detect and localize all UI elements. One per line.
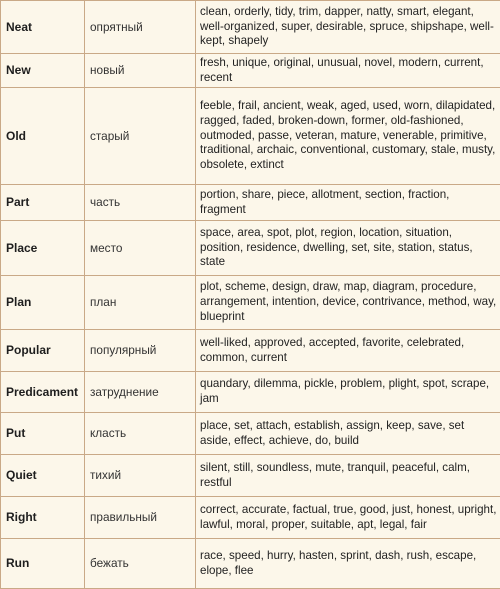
table-row	[1, 1, 500, 54]
translation-cell: часть	[85, 185, 196, 221]
table-row	[1, 413, 500, 455]
word-cell: Right	[1, 497, 85, 539]
word-cell: Plan	[1, 276, 85, 330]
table-row	[1, 54, 500, 88]
table-row	[1, 221, 500, 276]
word-cell: New	[1, 54, 85, 88]
synonyms-cell: race, speed, hurry, hasten, sprint, dash, rush, escape, elope, flee	[196, 539, 500, 589]
word-cell: Part	[1, 185, 85, 221]
table-body	[1, 1, 500, 589]
translation-cell: бежать	[85, 539, 196, 589]
word-cell: Run	[1, 539, 85, 589]
translation-cell: старый	[85, 88, 196, 185]
synonyms-cell: well-liked, approved, accepted, favorite, celebrated, common, current	[196, 330, 500, 372]
word-cell: Put	[1, 413, 85, 455]
word-cell: Quiet	[1, 455, 85, 497]
word-cell: Popular	[1, 330, 85, 372]
word-cell: Place	[1, 221, 85, 276]
synonyms-cell: place, set, attach, establish, assign, keep, save, set aside, effect, achieve, do, build	[196, 413, 500, 455]
table-row	[1, 330, 500, 372]
translation-cell: план	[85, 276, 196, 330]
translation-cell: затруднение	[85, 372, 196, 413]
word-cell: Predicament	[1, 372, 85, 413]
word-cell: Neat	[1, 1, 85, 54]
table-row	[1, 185, 500, 221]
translation-cell: опрятный	[85, 1, 196, 54]
synonyms-cell: plot, scheme, design, draw, map, diagram, procedure, arrangement, intention, device, contrivance, method, way, blueprint	[196, 276, 500, 330]
table-row	[1, 539, 500, 589]
synonyms-cell: feeble, frail, ancient, weak, aged, used, worn, dilapidated, ragged, faded, broken-down, former, old-fashioned, outmoded, passe, veteran, mature, venerable, primitive, traditional, archaic, conventional, customary, stale, musty, obsolete, extinct	[196, 88, 500, 185]
synonyms-cell: space, area, spot, plot, region, location, situation, position, residence, dwelling, set, site, station, status, state	[196, 221, 500, 276]
translation-cell: популярный	[85, 330, 196, 372]
table-row	[1, 497, 500, 539]
table-row	[1, 88, 500, 185]
word-cell: Old	[1, 88, 85, 185]
synonyms-cell: portion, share, piece, allotment, section, fraction, fragment	[196, 185, 500, 221]
translation-cell: новый	[85, 54, 196, 88]
translation-cell: класть	[85, 413, 196, 455]
translation-cell: место	[85, 221, 196, 276]
synonyms-cell: clean, orderly, tidy, trim, dapper, natty, smart, elegant, well-organized, super, desirable, spruce, shipshape, well-kept, shapely	[196, 1, 500, 54]
table-row	[1, 455, 500, 497]
table-row	[1, 372, 500, 413]
synonyms-cell: correct, accurate, factual, true, good, just, honest, upright, lawful, moral, proper, suitable, apt, legal, fair	[196, 497, 500, 539]
translation-cell: правильный	[85, 497, 196, 539]
synonyms-cell: fresh, unique, original, unusual, novel, modern, current, recent	[196, 54, 500, 88]
translation-cell: тихий	[85, 455, 196, 497]
synonyms-cell: quandary, dilemma, pickle, problem, plight, spot, scrape, jam	[196, 372, 500, 413]
synonyms-cell: silent, still, soundless, mute, tranquil, peaceful, calm, restful	[196, 455, 500, 497]
table-row	[1, 276, 500, 330]
